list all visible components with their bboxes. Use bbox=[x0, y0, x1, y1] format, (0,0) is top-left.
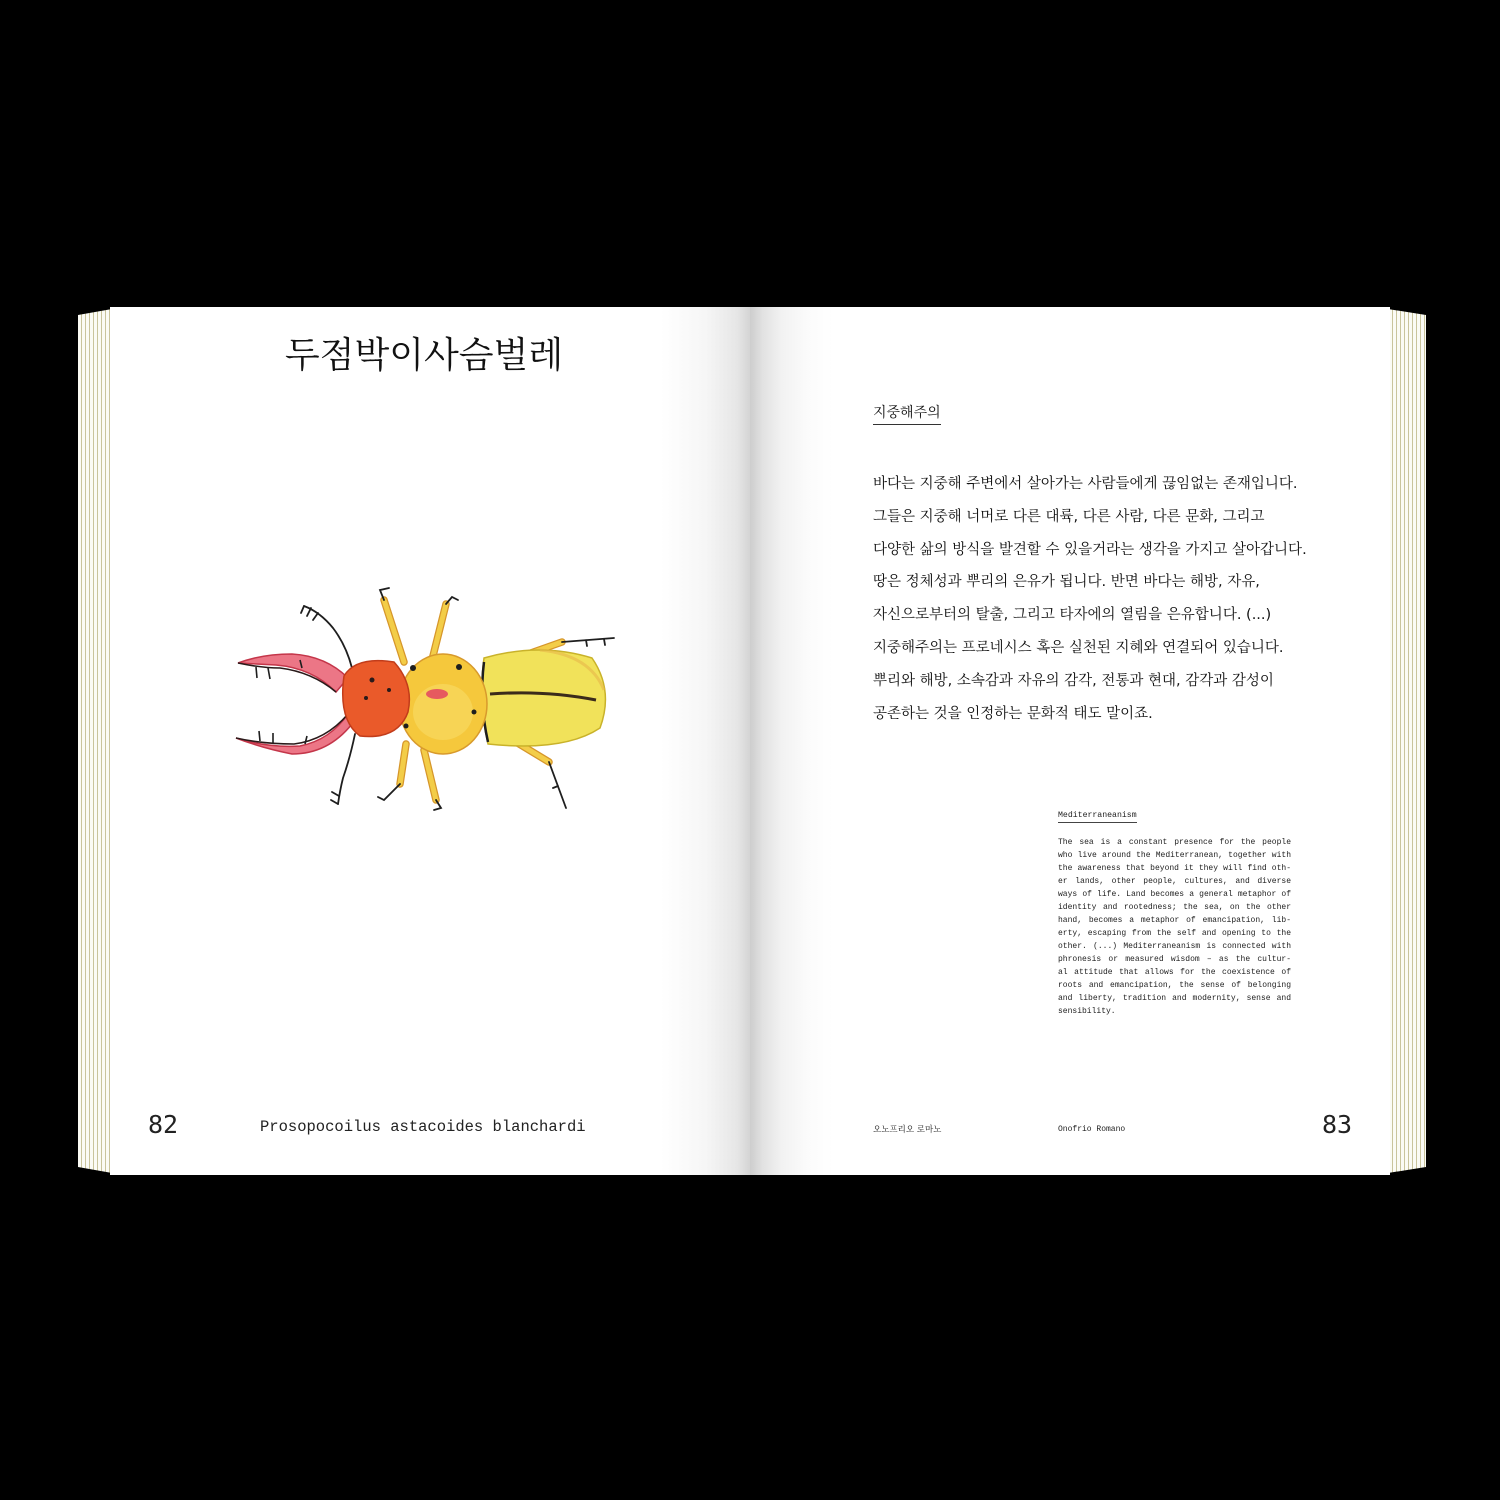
author-name-korean: 오노프리오 로마노 bbox=[873, 1125, 942, 1135]
beetle-head bbox=[343, 661, 410, 737]
body-line: 자신으로부터의 탈출, 그리고 타자에의 열림을 은유합니다. (...) bbox=[873, 607, 1272, 624]
sidebar-line: er lands, other people, cultures, and diverse bbox=[1058, 876, 1291, 886]
sidebar-line: sensibility. bbox=[1058, 1006, 1116, 1016]
body-text bbox=[873, 468, 1343, 730]
sidebar-line: the awareness that beyond it they will find oth- bbox=[1058, 863, 1291, 873]
sidebar-line: identity and rootedness; the sea, on the other bbox=[1058, 902, 1291, 912]
stag-beetle-illustration bbox=[225, 580, 625, 820]
page-number-right: 83 bbox=[1322, 1110, 1353, 1139]
body-line: 그들은 지중해 너머로 다른 대륙, 다른 사람, 다른 문화, 그리고 bbox=[873, 508, 1265, 525]
author-name-english: Onofrio Romano bbox=[1058, 1125, 1126, 1134]
sidebar-line: phronesis or measured wisdom – as the cultur- bbox=[1058, 954, 1291, 964]
beetle-elytra bbox=[482, 650, 606, 746]
sidebar-line: erty, escaping from the self and opening to the bbox=[1058, 928, 1291, 938]
sidebar-line: other. (...) Mediterraneanism is connected with bbox=[1058, 941, 1291, 951]
body-line: 공존하는 것을 인정하는 문화적 태도 말이죠. bbox=[873, 705, 1153, 722]
body-line: 바다는 지중해 주변에서 살아가는 사람들에게 끊임없는 존재입니다. bbox=[873, 476, 1298, 492]
page-edges-left bbox=[78, 309, 112, 1173]
lower-mandible bbox=[236, 714, 352, 754]
upper-mandible bbox=[238, 654, 348, 692]
sidebar-line: and liberty, tradition and modernity, sense and bbox=[1058, 993, 1291, 1003]
page-edges-right bbox=[1388, 309, 1426, 1173]
body-line: 땅은 정체성과 뿌리의 은유가 됩니다. 반면 바다는 해방, 자유, bbox=[873, 574, 1260, 591]
sidebar-line: hand, becomes a metaphor of emancipation, lib- bbox=[1058, 915, 1291, 925]
body-line: 뿌리와 해방, 소속감과 자유의 감각, 전통과 현대, 감각과 감성이 bbox=[873, 672, 1274, 689]
page-number-left: 82 bbox=[148, 1110, 179, 1139]
section-heading: 지중해주의 bbox=[873, 404, 941, 425]
sidebar-line: al attitude that allows for the coexistence of bbox=[1058, 967, 1291, 977]
beetle-mandibles bbox=[236, 654, 352, 754]
sidebar-line: The sea is a constant presence for the people bbox=[1058, 837, 1291, 847]
page-title: 두점박이사슴벌레 bbox=[284, 335, 564, 376]
body-line: 지중해주의는 프로네시스 혹은 실천된 지혜와 연결되어 있습니다. bbox=[873, 639, 1284, 656]
beetle-pronotum bbox=[399, 654, 487, 754]
sidebar-line: ways of life. Land becomes a general metaphor of bbox=[1058, 889, 1291, 899]
sidebar-line: roots and emancipation, the sense of belonging bbox=[1058, 980, 1291, 990]
sidebar-heading: Mediterraneanism bbox=[1058, 810, 1137, 823]
sidebar-line: who live around the Mediterranean, together with bbox=[1058, 850, 1291, 860]
sidebar-text bbox=[1058, 836, 1291, 1018]
body-line: 다양한 삶의 방식을 발견할 수 있을거라는 생각을 가지고 살아갑니다. bbox=[873, 541, 1307, 558]
species-caption: Prosopocoilus astacoides blanchardi bbox=[260, 1118, 586, 1136]
right-page bbox=[750, 307, 1390, 1175]
